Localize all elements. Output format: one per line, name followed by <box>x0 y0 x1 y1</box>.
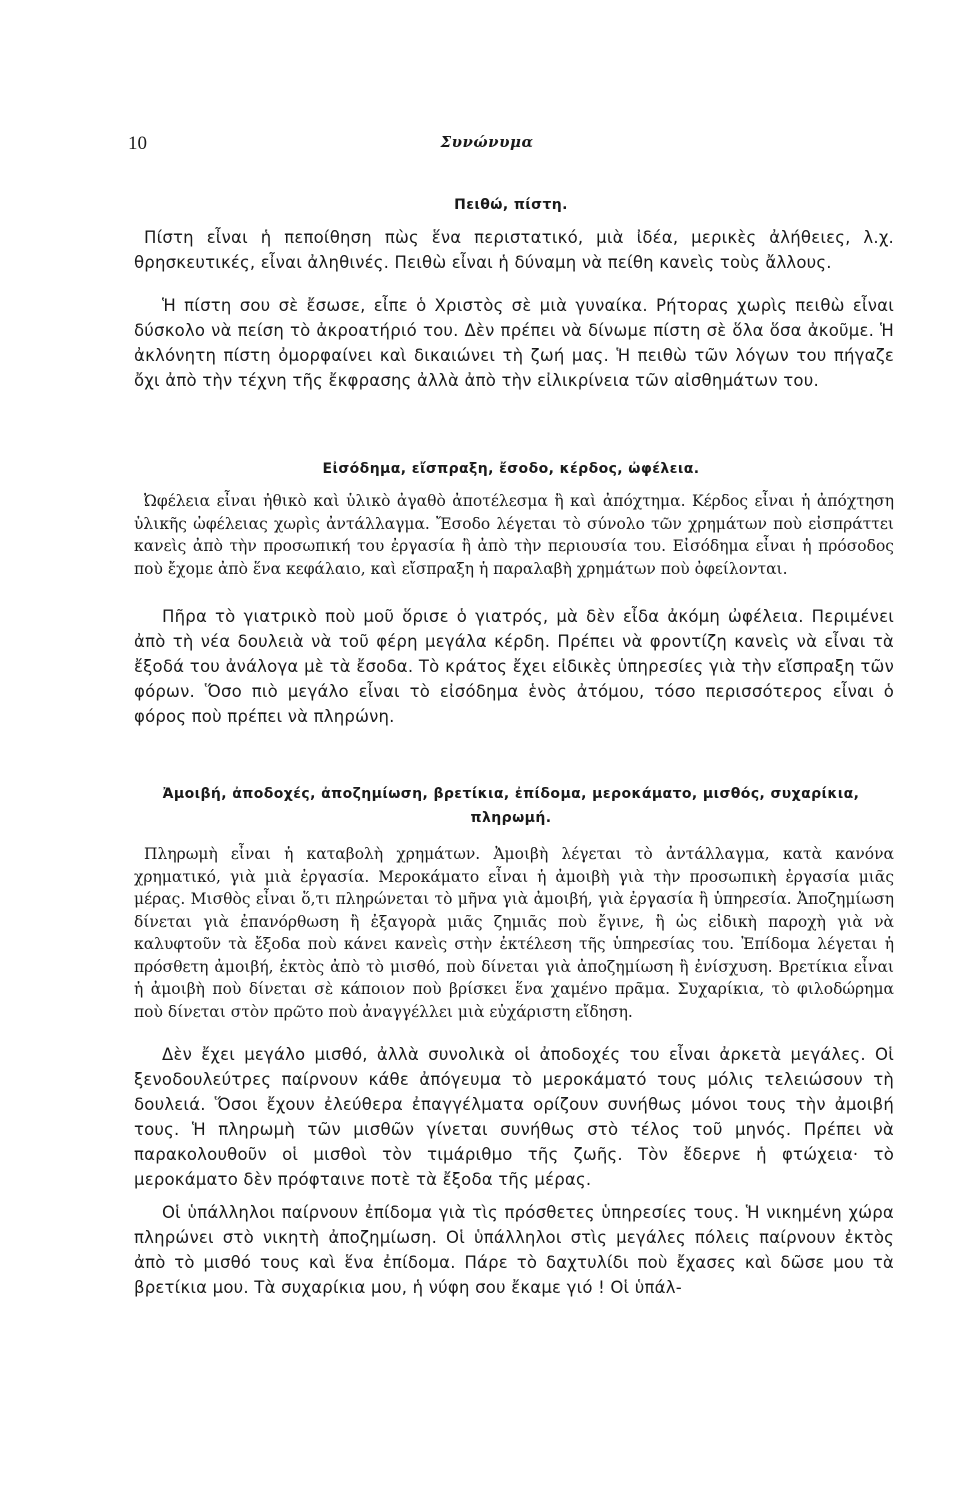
paragraph: Ἡ πίστη σου σὲ ἔσωσε, εἶπε ὁ Χριστὸς σὲ μιὰ γυναίκα. Ρήτορας χωρὶς πειθὼ εἶναι δύσκολο νὰ πείση τὸ ἀκροατήριό του. Δὲν πρέπει νὰ δίνωμε πίστη σὲ ὅλα ὅσα ἀκοῦμε. Ἡ ἀκλόνητη πίστη ὀμορφαίνει καὶ δικαιώνει τὴ ζωή μας. Ἡ πειθὼ τῶν λόγων του πήγαζε ὄχι ἀπὸ τὴν τέχνη τῆς ἔκφρασης ἀλλὰ ἀπὸ τὴν εἰλικρίνεια τῶν αἰσθημάτων του. <box>134 296 894 390</box>
paragraph: Πίστη εἶναι ἡ πεποίθηση πὼς ἕνα περιστατικό, μιὰ ἰδέα, μερικὲς ἀλήθειες, λ.χ. θρησκευτικές, εἶναι ἀληθινές. Πειθὼ εἶναι ἡ δύναμη νὰ πείθη κανεὶς τοὺς ἄλλους. <box>134 228 894 272</box>
paragraph: Πῆρα τὸ γιατρικὸ ποὺ μοῦ ὅρισε ὁ γιατρός, μὰ δὲν εἶδα ἀκόμη ὠφέλεια. Περιμένει ἀπὸ τὴ νέα δουλειὰ νὰ τοῦ φέρη μεγάλα κέρδη. Πρέπει νὰ φροντίζη κανεὶς νὰ εἶναι τὰ ἔξοδά του ἀνάλογα μὲ τὰ ἔσοδα. Τὸ κράτος ἔχει εἰδικὲς ὑπηρεσίες γιὰ τὴν εἴσπραξη τῶν φόρων. Ὅσο πιὸ μεγάλο εἶναι τὸ εἰσόδημα ἑνὸς ἀτόμου, τόσο περισσότερος εἶναι ὁ φόρος ποὺ πρέπει νὰ πληρώνη. <box>134 607 894 726</box>
paragraph: Ὠφέλεια εἶναι ἠθικὸ καὶ ὑλικὸ ἀγαθὸ ἀποτέλεσμα ἢ καὶ ἀπόχτημα. Κέρδος εἶναι ἡ ἀπόχτηση ὑλικῆς ὠφέλειας χωρὶς ἀντάλλαγμα. Ἔσοδο λέγεται τὸ σύνολο τῶν χρημάτων ποὺ εἰσπράττει κανεὶς ἀπὸ τὴν προσωπική του ἐργασία ἢ ἀπὸ τὴν περιουσία του. Εἰσόδημα εἶναι ἡ πρόσοδος ποὺ ἔχομε ἀπὸ ἕνα κεφάλαιο, καὶ εἴσπραξη ἡ παραλαβὴ χρημάτων ποὺ ὀφείλονται. <box>134 492 894 578</box>
paragraph: Πληρωμὴ εἶναι ἡ καταβολὴ χρημάτων. Ἀμοιβὴ λέγεται τὸ ἀντάλλαγμα, κατὰ κανόνα χρηματικό, γιὰ μιὰ ἐργασία. Μεροκάματο εἶναι ἡ ἀμοιβὴ γιὰ τὴν προσωπικὴ ἐργασία μιᾶς μέρας. Μισθὸς εἶναι ὅ,τι πληρώνεται τὸ μῆνα γιὰ ἀμοιβή, γιὰ ἐργασία ἢ ὑπηρεσία. Ἀποζημίωση δίνεται γιὰ ἐπανόρθωση ἢ ἐξαγορὰ μιᾶς ζημιᾶς ποὺ ἔγινε, ἢ ὡς εἰδικὴ παροχὴ γιὰ νὰ καλυφτοῦν τὰ ἔξοδα ποὺ κάνει κανεὶς στὴν ἐκτέλεση τῆς ὑπηρεσίας του. Ἐπίδομα λέγεται ἡ πρόσθετη ἀμοιβή, ἐκτὸς ἀπὸ τὸ μισθό, ποὺ δίνεται γιὰ ἀποζημίωση ἢ ἐνίσχυση. Βρετίκια εἶναι ἡ ἀμοιβὴ ποὺ δίνεται σὲ κάποιον ποὺ βρίσκει ἕνα χαμένο πρᾶμα. Συχαρίκια, τὸ φιλοδώρημα ποὺ δίνεται στὸν πρῶτο ποὺ ἀναγγέλλει μιὰ εὐχάριστη εἴδηση. <box>134 845 894 1021</box>
section-heading: Πειθώ, πίστη. <box>454 197 568 213</box>
paragraph: Δὲν ἔχει μεγάλο μισθό, ἀλλὰ συνολικὰ οἱ ἀποδοχές του εἶναι ἀρκετὰ μεγάλες. Οἱ ξενοδουλεύτρες παίρνουν κάθε ἀπόγευμα τὸ μεροκάματό τους μόλις τελειώσουν τὴ δουλειά. Ὅσοι ἔχουν ἐλεύθερα ἐπαγγέλματα ορίζουν συνήθως μόνοι τους τὴν ἀμοιβή τους. Ἡ πληρωμὴ τῶν μισθῶν γίνεται συνήθως στὸ τέλος τοῦ μηνός. Πρέπει νὰ παρακολουθοῦν οἱ μισθοὶ τὸν τιμάριθμο τῆς ζωῆς. Τὸν ἔδερνε ἡ φτώχεια· τὸ μεροκάματο δὲν πρόφταινε ποτὲ τὰ ἔξοδα τῆς μέρας. <box>134 1045 894 1189</box>
running-title: Συνώνυμα <box>440 133 534 151</box>
paragraph: Οἱ ὑπάλληλοι παίρνουν ἐπίδομα γιὰ τὶς πρόσθετες ὑπηρεσίες τους. Ἡ νικημένη χώρα πληρώνει στὸ νικητὴ ἀποζημίωση. Οἱ ὑπάλληλοι στὶς μεγάλες πόλεις παίρνουν ἐκτὸς ἀπὸ τὸ μισθό τους καὶ ἕνα ἐπίδομα. Πάρε τὸ δαχτυλίδι ποὺ ἔχασες καὶ δῶσε μου τὰ βρετίκια μου. Τὰ συχαρίκια μου, ἡ νύφη σου ἔκαμε γιό ! Οἱ ὑπάλ- <box>134 1203 894 1297</box>
section-heading: Ἀμοιβή, ἀποδοχές, ἀποζημίωση, βρετίκια, ἐπίδομα, μεροκάματο, μισθός, συχαρίκια, πληρωμή. <box>162 786 860 826</box>
section-heading: Εἰσόδημα, εἴσπραξη, ἔσοδο, κέρδος, ὠφέλεια. <box>322 461 700 477</box>
page-number: 10 <box>128 133 147 154</box>
